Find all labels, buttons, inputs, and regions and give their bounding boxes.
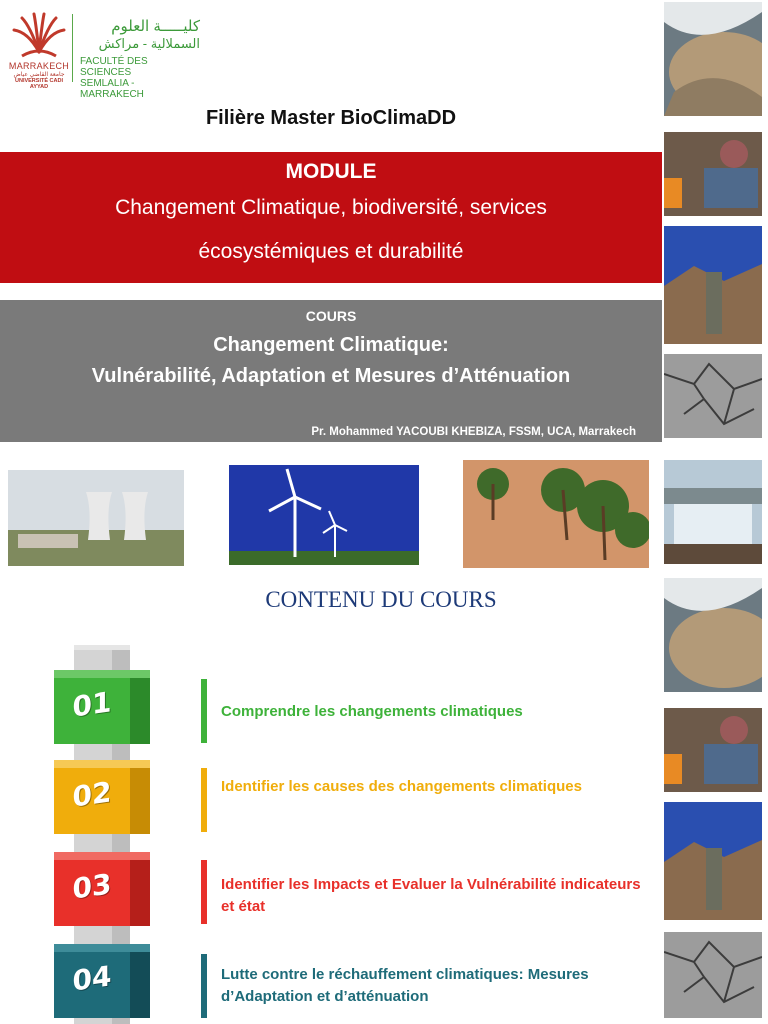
nuclear-plant-photo-icon [8, 470, 184, 566]
dam-water-photo-icon [664, 460, 762, 564]
cours-author: Pr. Mohammed YACOUBI KHEBIZA, FSSM, UCA, Marrakech [311, 426, 636, 438]
step-number: 01 [72, 685, 112, 724]
item-text-04: Lutte contre le réchauffement climatiques: Mesures d’Adaptation et d’atténuation [221, 966, 589, 1005]
cours-title-line2: Vulnérabilité, Adaptation et Mesures d’Atténuation [91, 365, 571, 387]
logo-city: MARRAKECH [8, 61, 70, 71]
step-block-01 [54, 670, 150, 744]
faculty-ar-line1: كليـــــة العلوم [111, 18, 200, 35]
item-bar [201, 679, 207, 743]
dry-cracked-soil-photo-icon [664, 932, 762, 1018]
item-bar [201, 954, 207, 1018]
cours-banner [0, 300, 662, 442]
wind-turbines-photo-icon [229, 465, 419, 565]
step-block-02 [54, 760, 150, 834]
step-block-03 [54, 852, 150, 926]
water-collection-photo-icon [664, 132, 762, 216]
module-title-line1: Changement Climatique, biodiversité, services [115, 196, 547, 219]
faculty-name [80, 18, 200, 100]
cours-label: COURS [305, 308, 357, 324]
logo-university-ar: جامعة القاضي عياض [13, 72, 65, 78]
water-collection-photo-icon [664, 708, 762, 792]
faculty-fr-line2: SEMLALIA - MARRAKECH [80, 78, 144, 100]
module-banner [0, 152, 662, 283]
dry-cracked-soil-photo-icon [664, 354, 762, 438]
module-title-line2: écosystémiques et durabilité [198, 240, 464, 263]
satellite-earth-icon [664, 2, 762, 116]
step-block-04 [54, 944, 150, 1018]
module-label: MODULE [285, 160, 377, 183]
item-text-02: Identifier les causes des changements climatiques [221, 778, 582, 795]
header-divider [72, 14, 73, 82]
item-text-03: Identifier les Impacts et Evaluer la Vulnérabilité indicateurs et état [221, 876, 641, 915]
item-bar [201, 860, 207, 924]
step-number: 03 [72, 867, 112, 906]
step-number: 04 [72, 959, 112, 998]
herder-mountains-photo-icon [664, 226, 762, 344]
herder-mountains-photo-icon [664, 802, 762, 920]
oasis-palms-photo-icon [463, 460, 649, 568]
step-number: 02 [72, 775, 112, 814]
faculty-ar-line2: السملالية - مراكش [98, 36, 200, 51]
logo-university: UNIVERSITÉ CADI AYYAD [15, 78, 63, 90]
item-text-01: Comprendre les changements climatiques [221, 703, 523, 720]
contenu-title: CONTENU DU COURS [265, 587, 497, 612]
filiere-title: Filière Master BioClimaDD [205, 107, 457, 129]
university-logo [8, 12, 70, 90]
cours-title-line1: Changement Climatique: [213, 334, 449, 356]
palm-logo-icon [8, 12, 70, 60]
item-bar [201, 768, 207, 832]
faculty-fr-line1: FACULTÉ DES SCIENCES [80, 56, 148, 78]
